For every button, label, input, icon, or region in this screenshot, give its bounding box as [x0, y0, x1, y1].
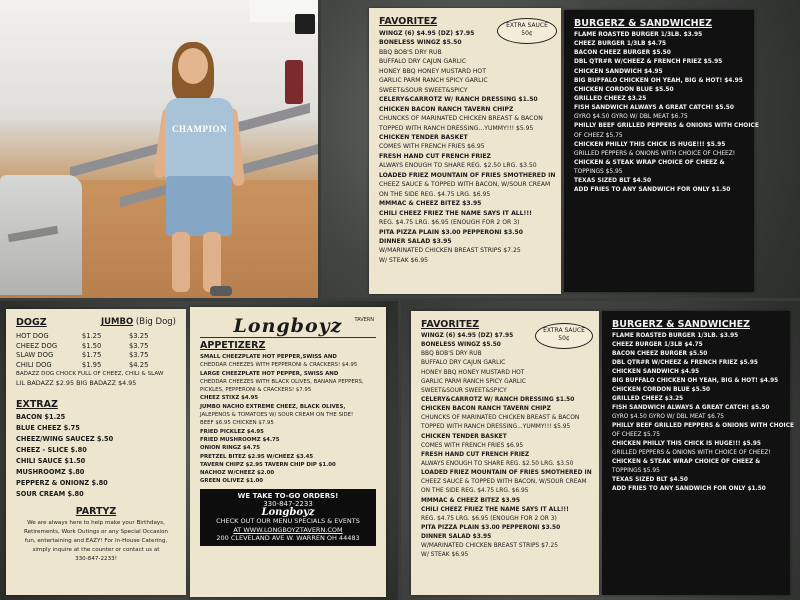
burgers-title: BURGERZ & SANDWICHEZ [612, 319, 751, 330]
dog-row [16, 351, 176, 361]
menu-line: PRETZEL BITEZ $2.95 W/CHEEZ $3.45 [200, 453, 314, 460]
menu-line: FLAME ROASTED BURGER 1/3LB. $3.95 [574, 32, 703, 38]
menu-line: TAVERN CHIPZ $2.95 TAVERN CHIP DIP $1.00 [200, 461, 336, 468]
extra-sauce-label: EXTRA SAUCE [543, 327, 585, 334]
menu-line: fun, entertaining and EAZY! For In-House Catering, [24, 538, 168, 545]
menu-line: BONELESS WINGZ $5.50 [379, 39, 462, 47]
menu-line: PEPPERZ & ONIONZ $.80 [16, 479, 108, 488]
menu-line: PICKLES, PEPPERONI & CRACKERS! $7.95 [200, 387, 312, 394]
menu-line: W/MARINATED CHICKEN BREAST STRIPS $7.25 [421, 543, 559, 550]
takeout-text: WE TAKE TO-GO ORDERS! [237, 491, 339, 500]
menu-line: CHEEZ BURGER 1/3LB $4.75 [612, 341, 703, 348]
menu-line: BUFFALO DRY CAJUN GARLIC [421, 360, 506, 367]
menu-line: TOPPINGS $5.95 [574, 169, 623, 176]
menu-line: Retirements, Work Outings or any Special Occasion [24, 529, 168, 536]
menu-line: WINGZ (6) $4.95 (DZ) $7.95 [421, 333, 514, 339]
menu-line: DBL QTR#R W/CHEEZ & FRENCH FRIEZ $5.95 [612, 359, 758, 366]
menu-line: ALWAYS ENOUGH TO SHARE REG. $2.50 LRG. $3.50 [421, 460, 574, 467]
menu-line: FRIED PICKLEZ $4.95 [200, 428, 264, 435]
menu-line: CHEEZ BURGER 1/3LB $4.75 [574, 41, 667, 48]
favorites-title: FAVORITEZ [379, 16, 438, 27]
tv-screen [295, 14, 315, 34]
menu-line: ON THE SIDE REG. $4.75 LRG. $6.95 [379, 190, 491, 198]
menu-line: FRESH HAND CUT FRENCH FRIEZ [421, 451, 530, 458]
menu-line: REG. $4.75 LRG. $6.95 (ENOUGH FOR 2 OR 3) [421, 515, 557, 522]
menu-line: BACON CHEEZ BURGER $5.50 [612, 350, 708, 357]
badazz-line: BADAZZ DOG CHOCK FULL OF CHEEZ, CHILI & SLAW [16, 371, 164, 377]
menu-photo-bottom-left [0, 301, 398, 600]
menu-line: CHEDDAR CHEEZES WITH PEPPERONI & CRACKERS! $4.95 [200, 362, 358, 369]
menu-line: CHICKEN BACON RANCH TAVERN CHIPZ [379, 105, 514, 113]
extra-sauce-label: EXTRA SAUCE [506, 22, 548, 29]
menu-line: W/MARINATED CHICKEN BREAST STRIPS $7.25 [379, 247, 521, 255]
menu-line: GRILLED CHEEZ $3.25 [574, 95, 647, 102]
phone-number: 330-847-2233 [263, 500, 313, 509]
menu-line: COMES WITH FRENCH FRIES $6.95 [379, 143, 485, 151]
menu-line: GRILLED PEPPERS & ONIONS WITH CHOICE OF CHEEZ! [574, 150, 736, 157]
menu-line: PHILLY BEEF GRILLED PEPPERS & ONIONS WITH CHOICE [612, 422, 794, 429]
menu-line: MMMAC & CHEEZ BITEZ $3.95 [379, 200, 482, 208]
menu-line: 330-847-2233! [75, 556, 117, 563]
footer-line-1: CHECK OUT OUR MENU SPECIALS & EVENTS [216, 517, 360, 526]
menu-line: TOPPED WITH RANCH DRESSING...YUMMY!!! $5.95 [379, 124, 534, 132]
dog-price: $1.75 [81, 351, 102, 359]
partyz-text [16, 519, 176, 564]
menu-photo-top [321, 0, 800, 298]
menu-line: BONELESS WINGZ $5.50 [421, 342, 501, 349]
menu-line: PITA PIZZA PLAIN $3.00 PEPPERONI $3.50 [379, 228, 523, 236]
dog-jumbo: $4.25 [128, 360, 149, 369]
menu-line: BACON CHEEZ BURGER $5.50 [574, 50, 671, 57]
menu-line: HONEY BBQ HONEY MUSTARD HOT [379, 67, 486, 75]
ball-return [285, 60, 303, 104]
menu-line: CHUNCKS OF MARINATED CHICKEN BREAST & BACON [421, 415, 580, 422]
menu-line: CHEDDAR CHEEZES WITH BLACK OLIVES, BANANA PEPPERS, [200, 378, 364, 385]
menu-line: FRESH HAND CUT FRENCH FRIEZ [379, 152, 491, 160]
website-link: AT WWW.LONGBOYZTAVERN.COM [233, 525, 343, 534]
dog-name: CHILI DOG [16, 360, 52, 369]
appetizers-list [200, 353, 376, 486]
menu-line: CHEEZ/WING SAUCEZ $.50 [16, 435, 114, 444]
menu-line: GYRO $4.50 GYRO W/ DBL MEAT $6.75 [612, 413, 724, 420]
menu-line: GARLIC PARM RANCH SPICY GARLIC [379, 77, 488, 85]
menu-line: CELERY&CARROTZ W/ RANCH DRESSING $1.50 [379, 96, 538, 104]
menu-line: GYRO $4.50 GYRO W/ DBL MEAT $6.75 [574, 114, 688, 121]
menu-line: W/ STEAK $6.95 [379, 256, 429, 264]
girl-leg [203, 232, 221, 292]
menu-line: GRILLED CHEEZ $3.25 [612, 395, 684, 402]
menu-line: TEXAS SIZED BLT $4.50 [612, 476, 688, 483]
menu-line: BEEF $6.95 CHICKEN $7.95 [200, 420, 274, 427]
girl-face [178, 48, 208, 84]
dog-name: HOT DOG [16, 332, 49, 340]
extraz-list [16, 412, 176, 500]
menu-line: NACHOZ W/CHEEZ $2.00 [200, 470, 275, 477]
burgers-title: BURGERZ & SANDWICHEZ [574, 18, 713, 29]
menu-line: MUSHROOMZ $.80 [16, 468, 85, 477]
menu-line: LOADED FRIEZ MOUNTAIN OF FRIES SMOTHERED IN [421, 470, 592, 477]
menu-line: HONEY BBQ HONEY MUSTARD HOT [421, 369, 525, 376]
menu-line: COMES WITH FRENCH FRIES $6.95 [421, 442, 524, 449]
menu-line: LARGE CHEEZPLATE HOT PEPPER, SWISS AND [200, 370, 339, 377]
dog-row [16, 332, 176, 342]
address: 200 CLEVELAND AVE W. WARREN OH 44483 [216, 534, 360, 543]
extra-sauce-price: 50¢ [558, 335, 570, 342]
lil-badazz-line: LIL BADAZZ $2.95 BIG BADAZZ $4.95 [16, 378, 137, 387]
menu-line: DINNER SALAD $3.95 [421, 534, 492, 541]
dog-name: CHEEZ DOG [16, 341, 58, 350]
burgers-page [564, 10, 759, 292]
appetizers-page [190, 307, 386, 597]
menu-line: CHICKEN CORDON BLUE $5.50 [574, 86, 674, 93]
favorites-list [379, 29, 556, 265]
menu-line: MMMAC & CHEEZ BITEZ $3.95 [421, 497, 521, 504]
dog-price: $1.95 [81, 360, 102, 369]
menu-line: TOPPED WITH RANCH DRESSING...YUMMY!!! $5.95 [421, 424, 571, 431]
menu-line: ALWAYS ENOUGH TO SHARE REG. $2.50 LRG. $3.50 [379, 162, 537, 170]
menu-line: PITA PIZZA PLAIN $3.00 PEPPERONI $3.50 [421, 524, 561, 531]
menu-photo-bottom-right [401, 301, 800, 600]
shirt-text: CHAMPION [172, 124, 227, 134]
dog-row [16, 342, 176, 352]
menu-line: CHUNCKS OF MARINATED CHICKEN BREAST & BACON [379, 115, 543, 123]
menu-line: TOPPINGS $5.95 [612, 467, 660, 474]
menu-line: ADD FRIES TO ANY SANDWICH FOR ONLY $1.50 [612, 485, 766, 492]
partyz-title: PARTYZ [75, 506, 117, 518]
burgers-list [612, 332, 794, 494]
longboyz-logo: Longboyz [200, 315, 376, 338]
burgers-list [574, 31, 759, 196]
menu-line: CHILI SAUCE $1.50 [16, 457, 86, 466]
dogz-list [16, 332, 176, 370]
menu-line: CHICKEN CORDON BLUE $5.50 [612, 386, 711, 393]
menu-line: BUFFALO DRY CAJUN GARLIC [379, 58, 467, 66]
favorites-list [421, 332, 592, 561]
menu-line: CHEEZ SAUCE & TOPPED WITH BACON, W/SOUR CREAM [379, 181, 551, 189]
jumbo-title: JUMBO [100, 317, 134, 327]
menu-line: ON THE SIDE REG. $4.75 LRG. $6.95 [421, 488, 529, 495]
menu-line: FISH SANDWICH ALWAYS A GREAT CATCH! $5.50 [574, 105, 734, 112]
girl-shirt [165, 98, 233, 180]
menu-line: OF CHEEZ $5.75 [612, 431, 660, 438]
dog-name: SLAW DOG [16, 351, 54, 359]
logo-tag: TAVERN [354, 317, 374, 323]
menu-line: CHICKEN TENDER BASKET [421, 433, 507, 440]
girl-leg [172, 232, 190, 292]
menu-line: CHICKEN TENDER BASKET [379, 133, 468, 141]
dog-row [16, 361, 176, 371]
menu-line: DINNER SALAD $3.95 [379, 237, 452, 245]
menu-line: BBQ BOB'S DRY RUB [421, 351, 482, 358]
menu-line: ADD FRIES TO ANY SANDWICH FOR ONLY $1.50 [574, 187, 731, 194]
menu-line: simply inquire at the counter or contact us at [32, 547, 160, 554]
menu-line: CHILI CHEEZ FRIEZ THE NAME SAYS IT ALL!!! [421, 506, 569, 513]
menu-line: BACON $1.25 [16, 413, 66, 422]
menu-line: W/ STEAK $6.95 [421, 552, 469, 559]
menu-line: CHEEZ STIXZ $4.95 [200, 395, 259, 402]
menu-line: PHILLY BEEF GRILLED PEPPERS & ONIONS WITH CHOICE [574, 123, 759, 130]
burgers-page [602, 311, 794, 595]
menu-line: CHILI CHEEZ FRIEZ THE NAME SAYS IT ALL!!! [379, 209, 532, 217]
dog-price: $1.50 [81, 341, 102, 350]
extra-sauce-bubble [535, 323, 593, 349]
menu-line: OF CHEEZ $5.75 [574, 132, 623, 139]
footer-logo: Longboyz [261, 506, 315, 518]
dogs-page [6, 309, 186, 595]
menu-line: FLAME ROASTED BURGER 1/3LB. $3.95 [612, 333, 739, 339]
menu-line: CHICKEN PHILLY THIS CHICK IS HUGE!!! $5.95 [574, 141, 726, 148]
menu-line: CHICKEN BACON RANCH TAVERN CHIPZ [421, 406, 551, 413]
appetizers-title: APPETIZERZ [200, 340, 266, 351]
menu-line: GREEN OLIVEZ $1.00 [200, 478, 264, 485]
menu-line: SWEET&SOUR SWEET&SPICY [379, 86, 468, 94]
menu-line: LOADED FRIEZ MOUNTAIN OF FRIES SMOTHERED IN [379, 171, 556, 179]
takeout-box [200, 489, 376, 546]
menu-line: SOUR CREAM $.80 [16, 490, 84, 499]
menu-line: CHICKEN SANDWICH $4.95 [574, 68, 663, 75]
menu-line: CHICKEN PHILLY THIS CHICK IS HUGE!!! $5.95 [612, 440, 761, 447]
menu-line: BLUE CHEEZ $.75 [16, 424, 80, 433]
extra-sauce-bubble [497, 18, 557, 44]
dogz-title: DOGZ [16, 317, 47, 328]
menu-line: CHICKEN & STEAK WRAP CHOICE OF CHEEZ & [574, 159, 725, 166]
menu-line: WINGZ (6) $4.95 (DZ) $7.95 [379, 30, 475, 37]
menu-line: BBQ BOB'S DRY RUB [379, 48, 442, 56]
dog-price: $1.25 [81, 332, 102, 340]
menu-line: SMALL CHEEZPLATE HOT PEPPER,SWISS AND [200, 354, 337, 360]
favorites-page [369, 8, 561, 294]
menu-line: CHICKEN SANDWICH $4.95 [612, 368, 700, 375]
menu-line: FISH SANDWICH ALWAYS A GREAT CATCH! $5.50 [612, 404, 770, 411]
menu-line: TEXAS SIZED BLT $4.50 [574, 178, 652, 185]
menu-line: GARLIC PARM RANCH SPICY GARLIC [421, 378, 526, 385]
menu-line: BIG BUFFALO CHICKEN OH YEAH, BIG & HOT! $4.95 [574, 77, 743, 84]
menu-line: FRIED MUSHROOMZ $4.75 [200, 436, 280, 443]
dog-jumbo: $3.25 [128, 332, 149, 340]
menu-line: CHICKEN & STEAK WRAP CHOICE OF CHEEZ & [612, 458, 761, 465]
extraz-title: EXTRAZ [16, 399, 58, 411]
jumbo-header [101, 317, 176, 330]
menu-line: DBL QTR#R W/CHEEZ & FRENCH FRIEZ $5.95 [574, 59, 723, 66]
menu-line: SWEET&SOUR SWEET&SPICY [421, 387, 507, 394]
favorites-page [411, 311, 599, 595]
menu-line: CHEEZ SAUCE & TOPPED WITH BACON, W/SOUR CREAM [421, 479, 587, 486]
menu-line: CELERY&CARROTZ W/ RANCH DRESSING $1.50 [421, 396, 575, 403]
favorites-title: FAVORITEZ [421, 319, 480, 330]
menu-line: GRILLED PEPPERS & ONIONS WITH CHOICE OF CHEEZ! [612, 449, 771, 456]
menu-line: BIG BUFFALO CHICKEN OH YEAH, BIG & HOT! $4.95 [612, 377, 779, 384]
girl-shoe [210, 286, 232, 296]
girl-shorts [166, 176, 232, 236]
dogs-header [16, 317, 176, 330]
menu-line: ONION RINGZ $4.75 [200, 445, 260, 452]
dog-jumbo: $3.75 [128, 351, 149, 359]
menu-line: JALEPENOS & TOMATOES W/ SOUR CREAM ON THE SIDE! [200, 412, 354, 419]
menu-line: JUMBO NACHO EXTREME CHEEZ, BLACK OLIVES, [200, 403, 346, 410]
bowling-photo [0, 0, 318, 298]
menu-line: We are always here to help make your Birthdays, [27, 520, 165, 527]
jumbo-suffix: (Big Dog) [135, 317, 176, 327]
extra-sauce-price: 50¢ [521, 30, 533, 37]
menu-line: REG. $4.75 LRG. $6.95 (ENOUGH FOR 2 OR 3) [379, 219, 520, 227]
dog-jumbo: $3.75 [128, 341, 149, 350]
menu-line: CHEEZ - SLICE $.80 [16, 446, 87, 455]
